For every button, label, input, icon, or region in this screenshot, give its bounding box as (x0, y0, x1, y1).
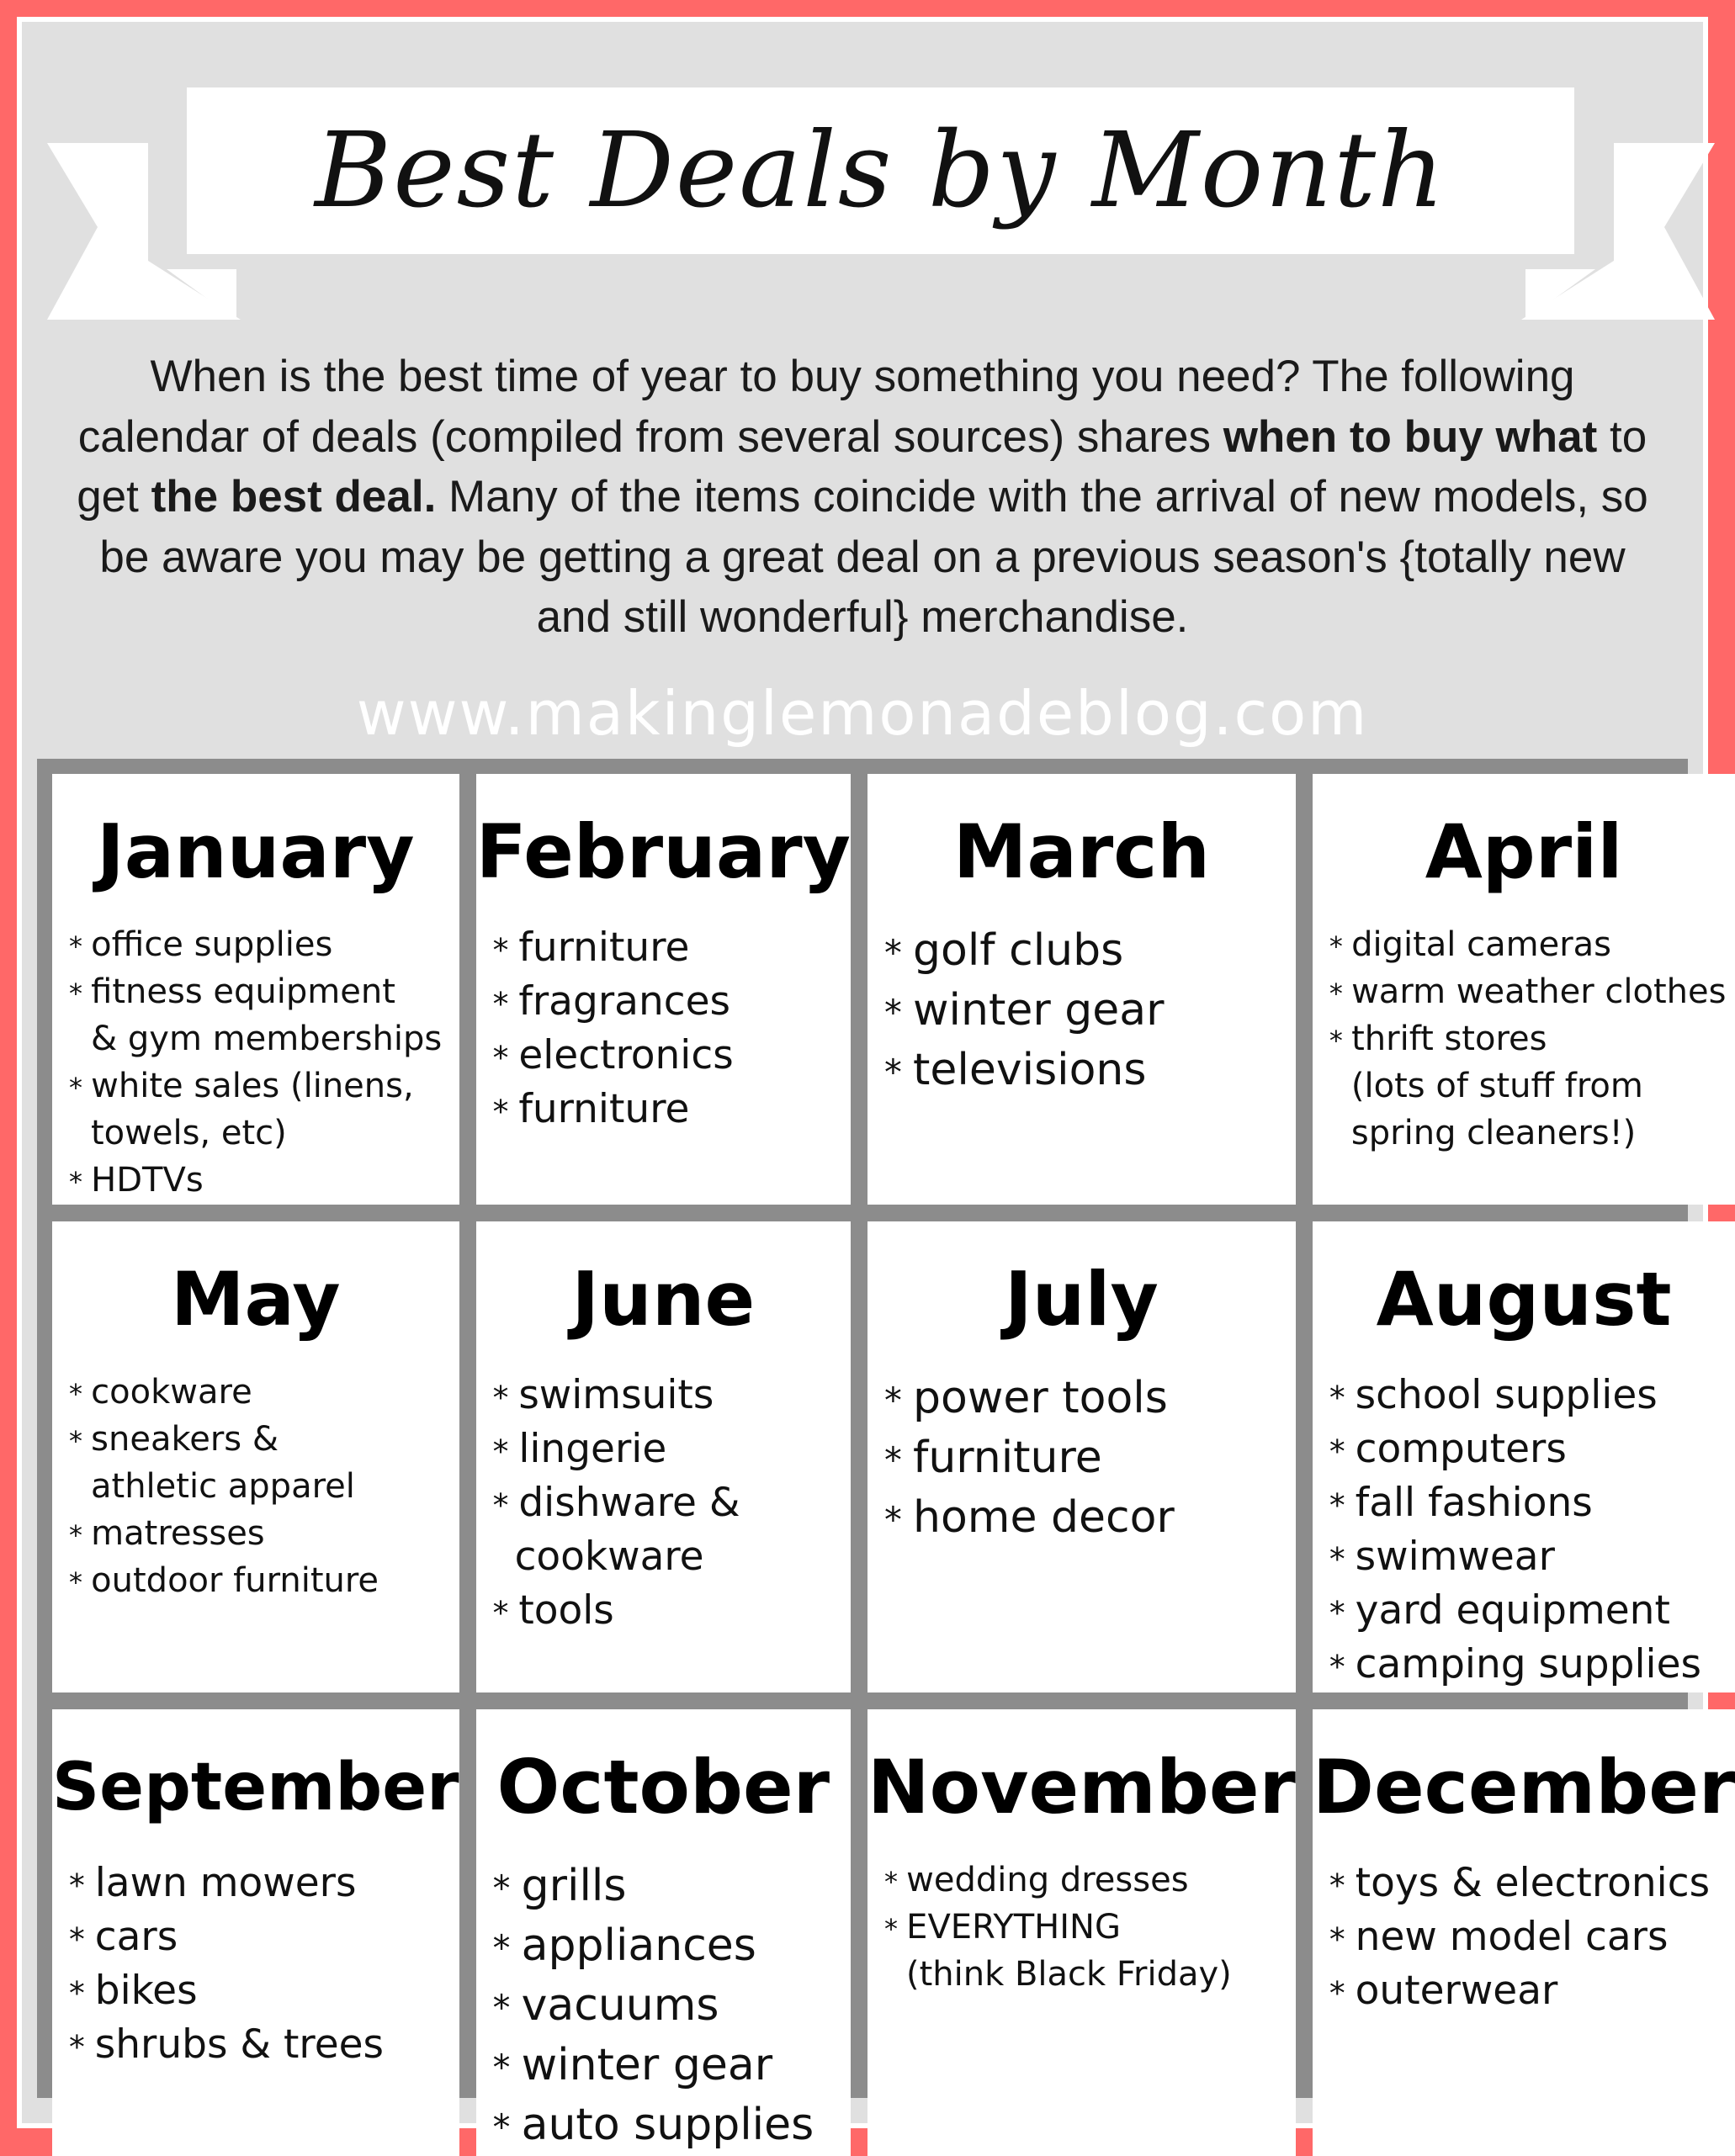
deal-item: * lingerie (493, 1423, 844, 1477)
deal-item: * school supplies (1329, 1369, 1728, 1423)
deal-item: * furniture (493, 922, 844, 976)
month-heading: February (475, 808, 851, 895)
deal-item: (lots of stuff from (1350, 1067, 1643, 1105)
deal-item: * thrift stores (1329, 1016, 1728, 1063)
deal-item: athletic apparel (91, 1467, 355, 1506)
deal-item: * vacuums (493, 1977, 844, 2037)
month-cell-november (868, 1709, 1296, 2156)
month-cell-august (1313, 1221, 1735, 1692)
deal-item: * winter gear (884, 982, 1289, 1041)
deal-item: * auto supplies (493, 2096, 844, 2156)
deal-item: * golf clubs (884, 922, 1289, 982)
deal-item: * furniture (884, 1429, 1289, 1489)
deal-list (1313, 922, 1735, 1157)
deal-list (52, 1369, 459, 1605)
deal-item: * winter gear (493, 2037, 844, 2096)
month-heading: September (52, 1750, 459, 1825)
deal-item: * cars (69, 1911, 453, 1965)
deal-item: * cookware (69, 1369, 453, 1417)
deal-list (1313, 1857, 1735, 2019)
month-heading: May (170, 1256, 341, 1343)
deal-item: * sneakers & (69, 1417, 453, 1464)
deal-item: * wedding dresses (884, 1857, 1289, 1904)
month-cell-may (52, 1221, 459, 1692)
deal-item: * EVERYTHING (884, 1904, 1289, 1952)
month-cell-december (1313, 1709, 1735, 2156)
deal-list (868, 1857, 1296, 1999)
intro-bold-1: when to buy what (1223, 411, 1598, 462)
month-grid (37, 759, 1735, 2150)
month-cell-october (476, 1709, 851, 2156)
deal-item: * outerwear (1329, 1965, 1728, 2019)
deal-item: * swimwear (1329, 1531, 1728, 1585)
month-cell-march (868, 774, 1296, 1205)
deal-item: * lawn mowers (69, 1857, 453, 1911)
month-heading: August (1376, 1256, 1672, 1343)
month-heading: November (868, 1744, 1296, 1830)
deal-item: * yard equipment (1329, 1585, 1728, 1639)
deal-item: * office supplies (69, 922, 453, 969)
deal-list (52, 1857, 459, 2073)
deal-item: * white sales (linens, (69, 1063, 453, 1110)
deal-item: towels, etc) (91, 1114, 287, 1152)
deal-item: * fitness equipment (69, 969, 453, 1016)
deal-item: & gym memberships (91, 1020, 443, 1058)
intro-text-3: Many of the items coincide with the arrival of new models, so be aware you may be getting a great deal on a previous season's {totally new and still wonderful} merchandise. (99, 472, 1648, 642)
deal-item: * camping supplies (1329, 1639, 1728, 1692)
month-cell-january (52, 774, 459, 1205)
deal-item: * appliances (493, 1917, 844, 1977)
deal-item: cookware (514, 1534, 704, 1580)
intro-paragraph (72, 347, 1653, 648)
deal-item: * power tools (884, 1369, 1289, 1429)
month-heading: July (1005, 1256, 1159, 1343)
deal-item: * computers (1329, 1423, 1728, 1477)
month-heading: January (97, 808, 415, 895)
deal-list (868, 1369, 1296, 1549)
month-cell-april (1313, 774, 1735, 1205)
deal-item: * televisions (884, 1041, 1289, 1101)
deal-item: * matresses (69, 1511, 453, 1558)
deal-item: * grills (493, 1857, 844, 1917)
deal-item: * HDTVs (69, 1157, 453, 1205)
deal-item: * bikes (69, 1965, 453, 2019)
month-cell-september (52, 1709, 459, 2156)
deal-item: (think Black Friday) (906, 1955, 1232, 1994)
deal-item: * warm weather clothes (1329, 969, 1728, 1016)
intro-text-2: to get (77, 411, 1647, 522)
month-cell-july (868, 1221, 1296, 1692)
month-cell-february (476, 774, 851, 1205)
deal-item: * swimsuits (493, 1369, 844, 1423)
deal-list (1313, 1369, 1735, 1692)
deal-item: * toys & electronics (1329, 1857, 1728, 1911)
deal-list (52, 922, 459, 1205)
deal-item: * fragrances (493, 976, 844, 1030)
blog-url: www.makinglemonadeblog.com (356, 678, 1369, 749)
month-cell-june (476, 1221, 851, 1692)
deal-item: * digital cameras (1329, 922, 1728, 969)
page-background (22, 22, 1735, 2150)
title-banner (187, 87, 1574, 254)
deal-list (868, 922, 1296, 1101)
deal-item: * home decor (884, 1489, 1289, 1549)
month-heading: March (952, 808, 1211, 895)
intro-bold-2: the best deal. (151, 472, 437, 522)
deal-list (476, 1857, 851, 2156)
deal-item: * fall fashions (1329, 1477, 1728, 1531)
month-heading: April (1425, 808, 1623, 895)
deal-item: * shrubs & trees (69, 2019, 453, 2073)
outer-frame (17, 17, 1735, 2150)
deal-item: * tools (493, 1585, 844, 1639)
intro-text-1: When is the best time of year to buy something you need? The following calendar of deals (compiled from several sources) shares (77, 352, 1575, 462)
deal-item: * electronics (493, 1030, 844, 1083)
deal-item: * furniture (493, 1083, 844, 1137)
month-heading: December (1312, 1744, 1735, 1830)
deal-item: * dishware & (493, 1477, 844, 1531)
deal-item: spring cleaners!) (1350, 1114, 1637, 1152)
page-title: Best Deals by Month (315, 110, 1446, 231)
deal-list (476, 922, 851, 1137)
month-heading: October (496, 1744, 830, 1830)
deal-item: * new model cars (1329, 1911, 1728, 1965)
month-heading: June (571, 1256, 756, 1343)
deal-item: * outdoor furniture (69, 1558, 453, 1605)
deal-list (476, 1369, 851, 1639)
